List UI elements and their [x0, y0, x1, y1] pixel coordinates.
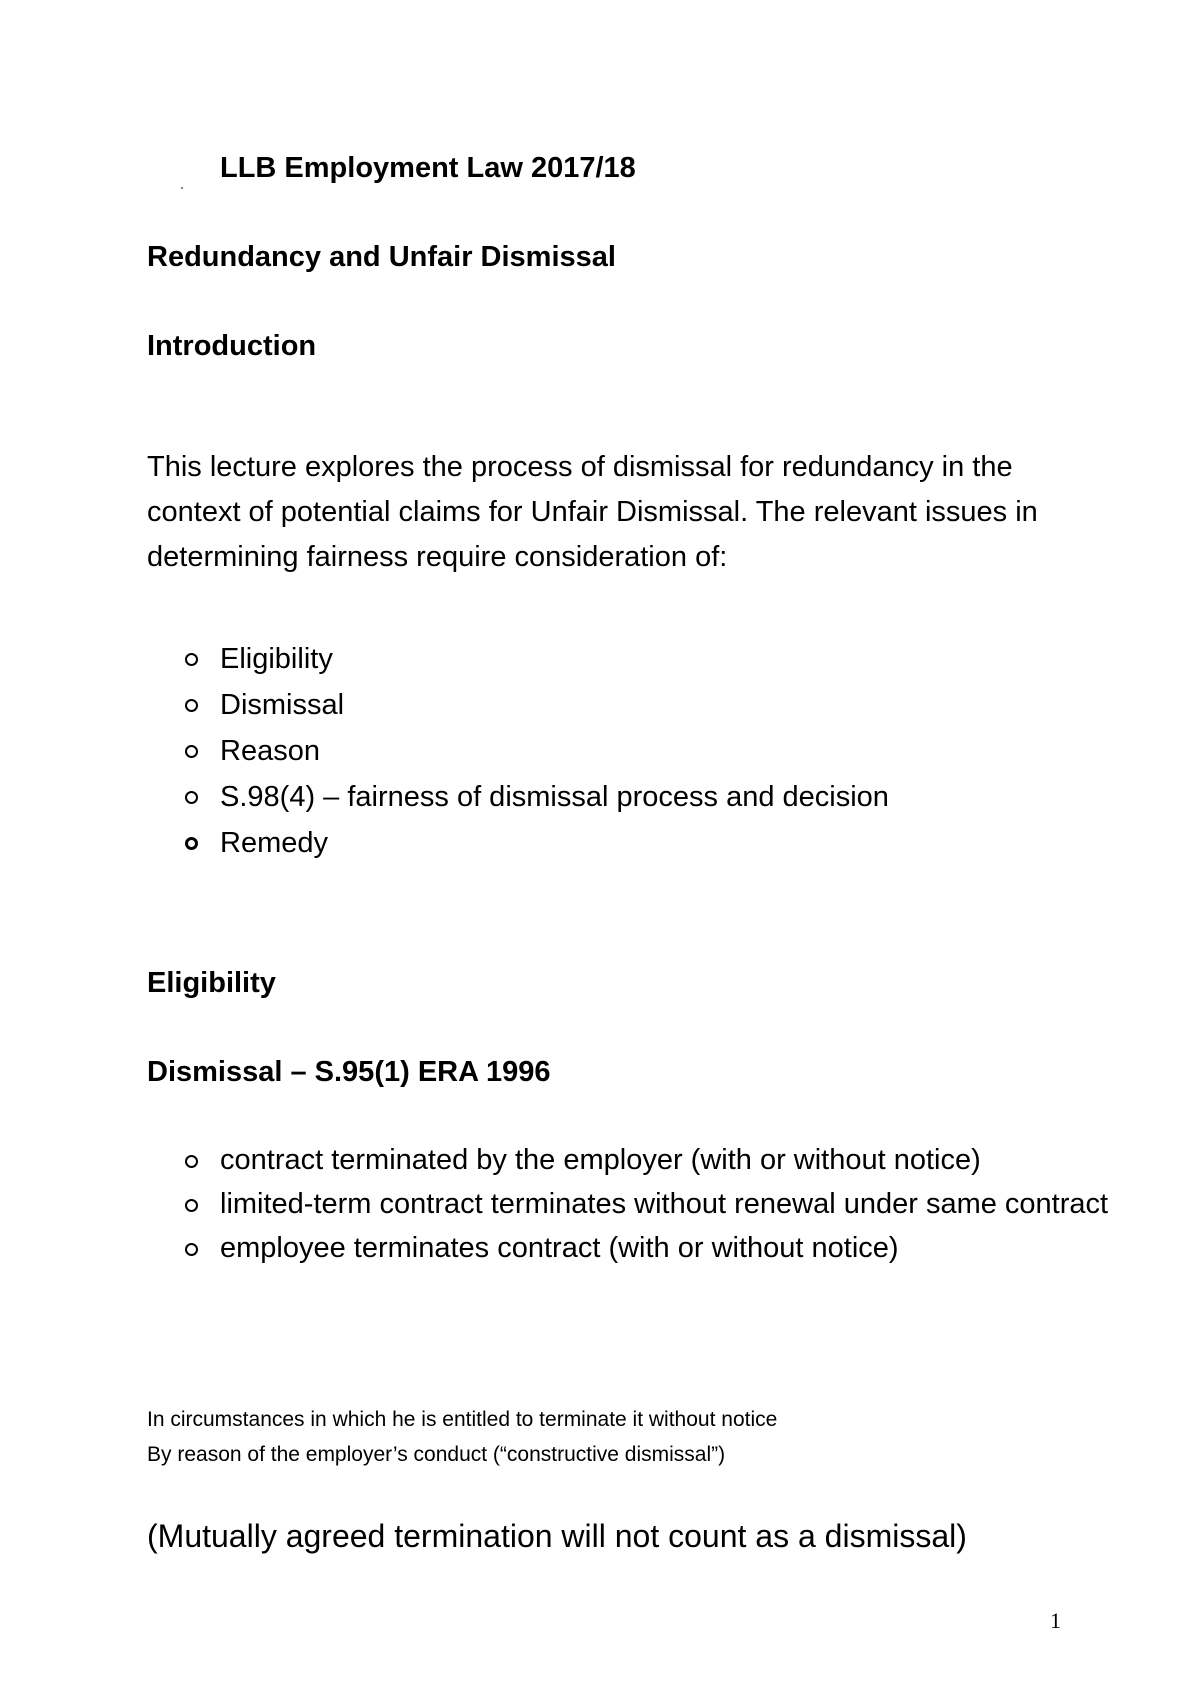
- note-line-1: In circumstances in which he is entitled to terminate it without notice: [147, 1408, 778, 1431]
- dismissal-list: [147, 1138, 1180, 1270]
- list-item: Reason: [147, 728, 889, 774]
- page-number: 1: [1050, 1608, 1061, 1633]
- eligibility-heading: Eligibility: [147, 967, 276, 999]
- list-item: S.98(4) – fairness of dismissal process and decision: [147, 774, 889, 820]
- list-item: limited-term contract terminates without renewal under same contract: [147, 1182, 1140, 1226]
- bullet-icon: [185, 699, 198, 712]
- note-line-2: By reason of the employer’s conduct (“constructive dismissal”): [147, 1443, 726, 1466]
- bullet-icon: [185, 1243, 198, 1256]
- list-item: employee terminates contract (with or without notice): [147, 1226, 1180, 1270]
- intro-heading: Introduction: [147, 330, 317, 362]
- dismissal-heading: Dismissal – S.95(1) ERA 1996: [147, 1056, 551, 1088]
- list-item: contract terminated by the employer (with or without notice): [147, 1138, 1180, 1182]
- intro-issue-list: [147, 636, 889, 866]
- mutual-termination-note: (Mutually agreed termination will not count as a dismissal): [147, 1518, 967, 1554]
- list-item: Eligibility: [147, 636, 889, 682]
- list-item: Remedy: [147, 820, 889, 866]
- bullet-icon: [185, 791, 198, 804]
- bullet-icon: [185, 837, 198, 850]
- bullet-icon: [185, 1199, 198, 1212]
- course-title: LLB Employment Law 2017/18: [220, 152, 636, 184]
- list-item: Dismissal: [147, 682, 889, 728]
- bullet-icon: [185, 653, 198, 666]
- bullet-icon: [185, 745, 198, 758]
- intro-paragraph: This lecture explores the process of dismissal for redundancy in the context of potential claims for Unfair Dismissal. The relevant issues in determining fairness require consideration of:: [147, 451, 1038, 573]
- lecture-title: Redundancy and Unfair Dismissal: [147, 241, 616, 273]
- stray-mark: [181, 187, 183, 189]
- bullet-icon: [185, 1155, 198, 1168]
